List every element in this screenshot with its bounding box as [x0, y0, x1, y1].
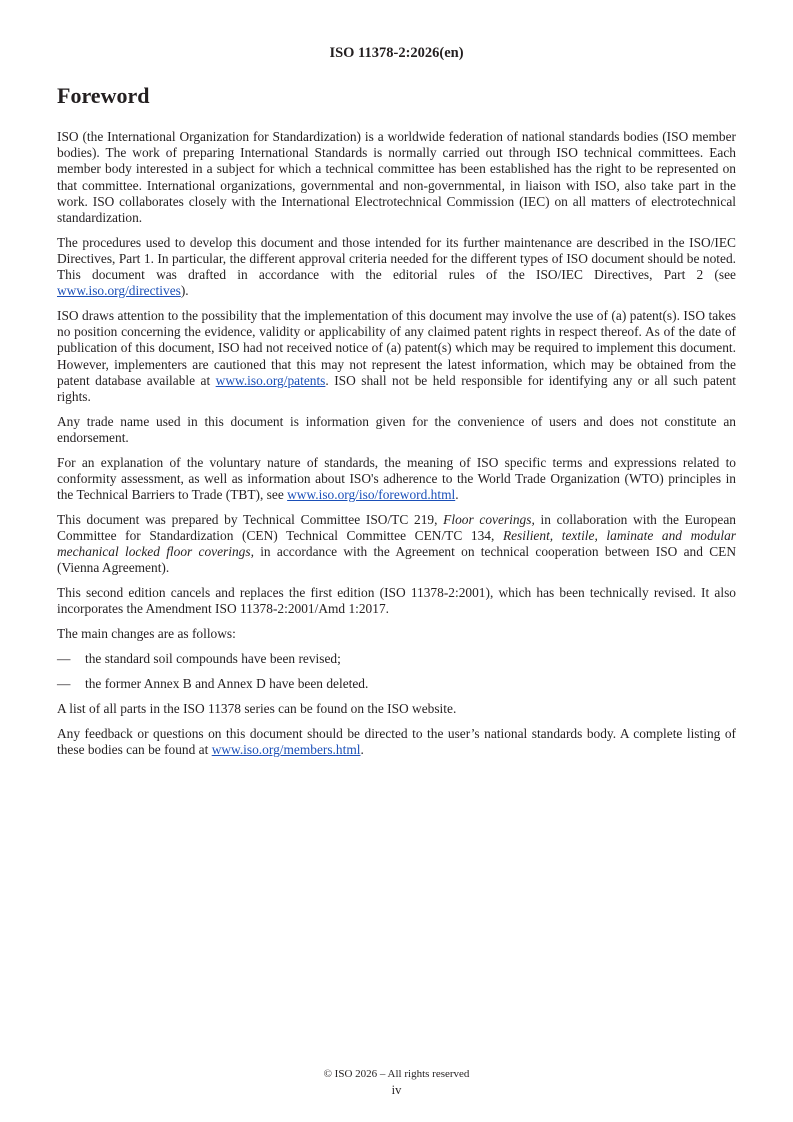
list-item-text: the former Annex B and Annex D have been deleted.: [85, 675, 369, 691]
directives-link[interactable]: www.iso.org/directives: [57, 283, 181, 299]
list-item-text: the standard soil compounds have been revised;: [85, 650, 341, 666]
paragraph-committee: [57, 512, 736, 577]
document-header: ISO 11378-2:2026(en): [329, 45, 464, 61]
paragraph-procedures: [57, 235, 736, 300]
members-link[interactable]: www.iso.org/members.html: [211, 742, 361, 757]
text: Any feedback or questions on this document should be directed to the user’s national standards body. A complete listing of these bodies can be found at: [57, 725, 736, 757]
paragraph-edition: This second edition cancels and replaces the first edition (ISO 11378-2:2001), which has been technically revised. It also incorporates the Amendment ISO 11378-2:2001/Amd 1:2017.: [57, 585, 736, 617]
committee-title: Floor coverings,: [443, 511, 535, 527]
text: .: [360, 742, 364, 757]
text: in collaboration with the European Committee for Standardization (CEN) Technical Committee CEN/TC 134,: [57, 511, 736, 543]
patents-link[interactable]: www.iso.org/patents: [215, 372, 326, 388]
paragraph-feedback: [57, 726, 736, 758]
page-number: iv: [391, 1083, 402, 1097]
text: This document was prepared by Technical Committee ISO/TC 219,: [57, 511, 444, 527]
paragraph-patents: [57, 308, 736, 405]
page-title: Foreword: [57, 83, 150, 108]
text: ISO draws attention to the possibility that the implementation of this document may involve the use of (a) patent(s). ISO takes no position concerning the evidence, validity or applicability of any claimed patent rights in respect thereof. As of the date of publication of this document, ISO had not received notice of (a) patent(s) which may be required to implement this document. However, implementers are cautioned that this may not represent the latest information, which may be obtained from the patent database available at: [57, 308, 736, 388]
cen-committee-title: Resilient, textile, laminate and modular mechanical locked floor coverings,: [57, 527, 736, 560]
text: . ISO shall not be held responsible for identifying any or all such patent rights.: [57, 372, 736, 405]
foreword-link[interactable]: www.iso.org/iso/foreword.html: [287, 487, 456, 503]
paragraph-series-list: A list of all parts in the ISO 11378 series can be found on the ISO website.: [57, 701, 457, 717]
list-item: [57, 676, 736, 692]
text: in accordance with the Agreement on technical cooperation between ISO and CEN (Vienna Agreement).: [57, 544, 736, 576]
paragraph-main-changes: The main changes are as follows:: [57, 625, 236, 641]
copyright-notice: © ISO 2026 – All rights reserved: [323, 1068, 470, 1080]
paragraph-trade-name: Any trade name used in this document is information given for the convenience of users and does not constitute an endorsement.: [57, 413, 736, 445]
text: The procedures used to develop this document and those intended for its further maintenance are described in the ISO/IEC Directives, Part 1. In particular, the different approval criteria needed for the different types of ISO document should be noted. This document was drafted in accordance with the editorial rules of the ISO/IEC Directives, Part 2 (see: [57, 234, 736, 283]
paragraph-iso-intro: ISO (the International Organization for Standardization) is a worldwide federation of national standards bodies (ISO member bodies). The work of preparing International Standards is normally carried out through ISO technical committees. Each member body interested in a subject for which a technical committee has been established has the right to be represented on that committee. International organizations, governmental and non-governmental, in liaison with ISO, also take part in the work. ISO collaborates closely with the International Electrotechnical Commission (IEC) on all matters of electrotechnical standardization.: [57, 129, 736, 226]
paragraph-voluntary-nature: [57, 455, 736, 504]
page-footer: [0, 1066, 793, 1098]
dash-bullet: —: [57, 675, 71, 691]
text: ).: [180, 283, 189, 299]
text: For an explanation of the voluntary nature of standards, the meaning of ISO specific terms and expressions related to conformity assessment, as well as information about ISO's adherence to the World Trade Organization (WTO) principles in the Technical Barriers to Trade (TBT), see: [57, 454, 736, 503]
list-item: [57, 651, 736, 667]
dash-bullet: —: [57, 650, 71, 666]
foreword-body: [57, 129, 736, 767]
text: .: [455, 487, 459, 503]
